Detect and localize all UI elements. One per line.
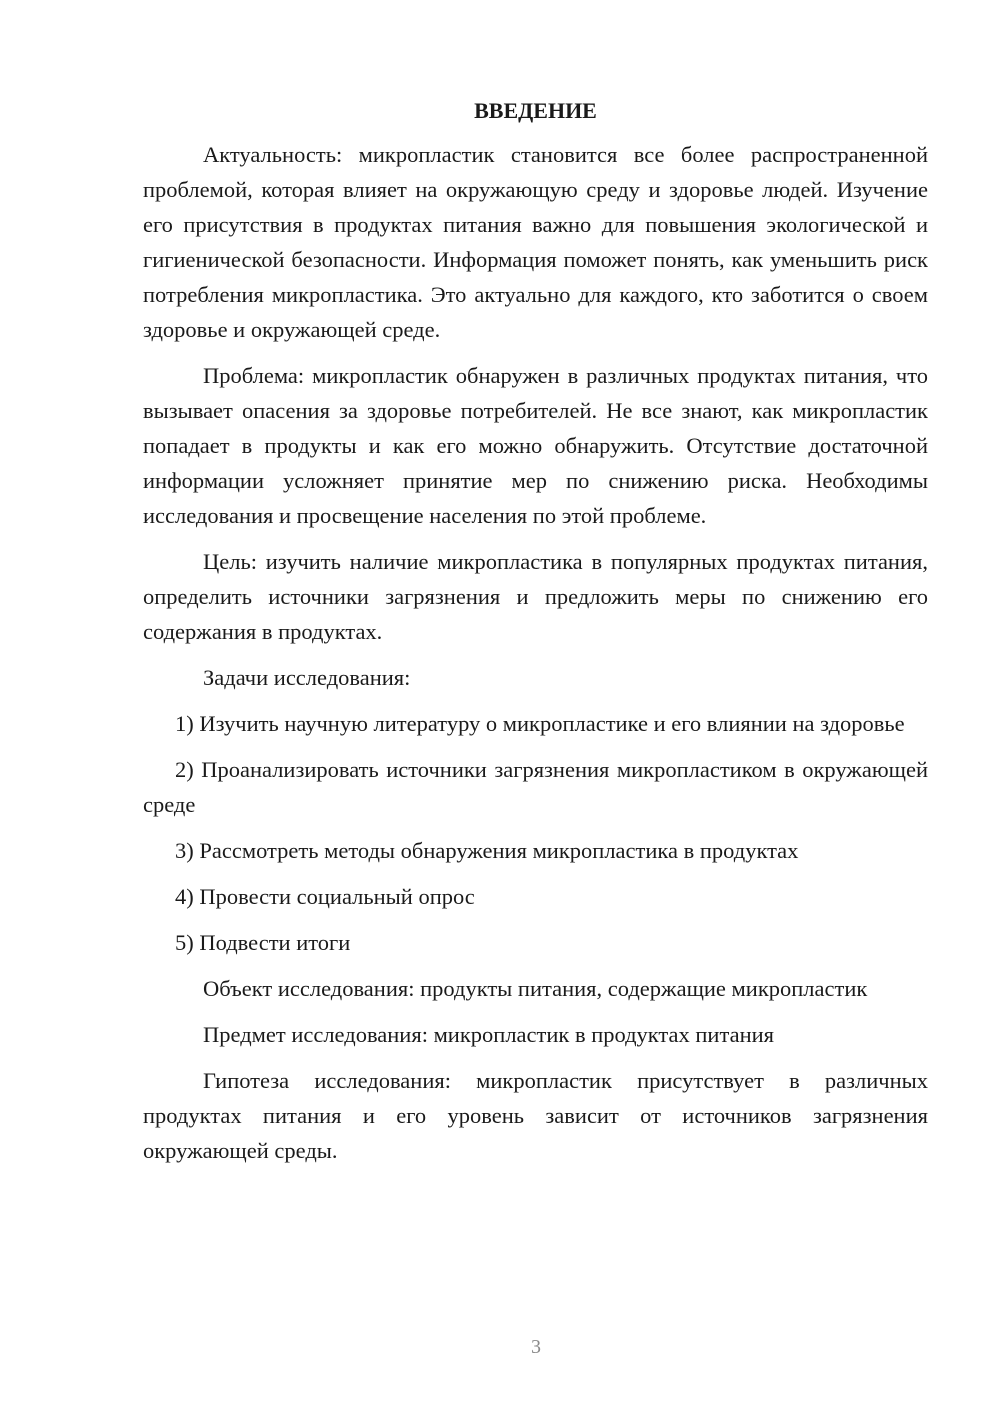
page-number: 3 (531, 1336, 541, 1358)
goal-paragraph: Цель: изучить наличие микропластика в популярных продуктах питания, определить источники загрязнения и предложить меры по снижению его содержания в продуктах. (143, 549, 928, 644)
task-item: 4) Провести социальный опрос (175, 884, 475, 909)
hypothesis-paragraph: Гипотеза исследования: микропластик присутствует в различных продуктах питания и его уровень зависит от источников загрязнения окружающей среды. (143, 1068, 928, 1163)
task-item: 3) Рассмотреть методы обнаружения микропластика в продуктах (175, 838, 799, 863)
problem-paragraph: Проблема: микропластик обнаружен в различных продуктах питания, что вызывает опасения за здоровье потребителей. Не все знают, как микропластик попадает в продукты и как его можно обнаружить. Отсутствие достаточной информации усложняет принятие мер по снижению риска. Необходимы исследования и просвещение населения по этой проблеме. (143, 363, 928, 528)
tasks-heading: Задачи исследования: (203, 665, 411, 690)
task-item: 1) Изучить научную литературу о микропластике и его влиянии на здоровье (175, 711, 905, 736)
subject-paragraph: Предмет исследования: микропластик в продуктах питания (203, 1022, 775, 1047)
task-item: 5) Подвести итоги (175, 930, 351, 955)
task-item: 2) Проанализировать источники загрязнения микропластиком в окружающей среде (143, 757, 928, 817)
object-paragraph: Объект исследования: продукты питания, содержащие микропластик (203, 976, 868, 1001)
page-content (143, 96, 928, 1179)
relevance-paragraph: Актуальность: микропластик становится все более распространенной проблемой, которая влияет на окружающую среду и здоровье людей. Изучение его присутствия в продуктах питания важно для повышения экологической и гигиенической безопасности. Информация поможет понять, как уменьшить риск потребления микропластика. Это актуально для каждого, кто заботится о своем здоровье и окружающей среде. (143, 142, 928, 342)
section-title: ВВЕДЕНИЕ (474, 98, 597, 123)
